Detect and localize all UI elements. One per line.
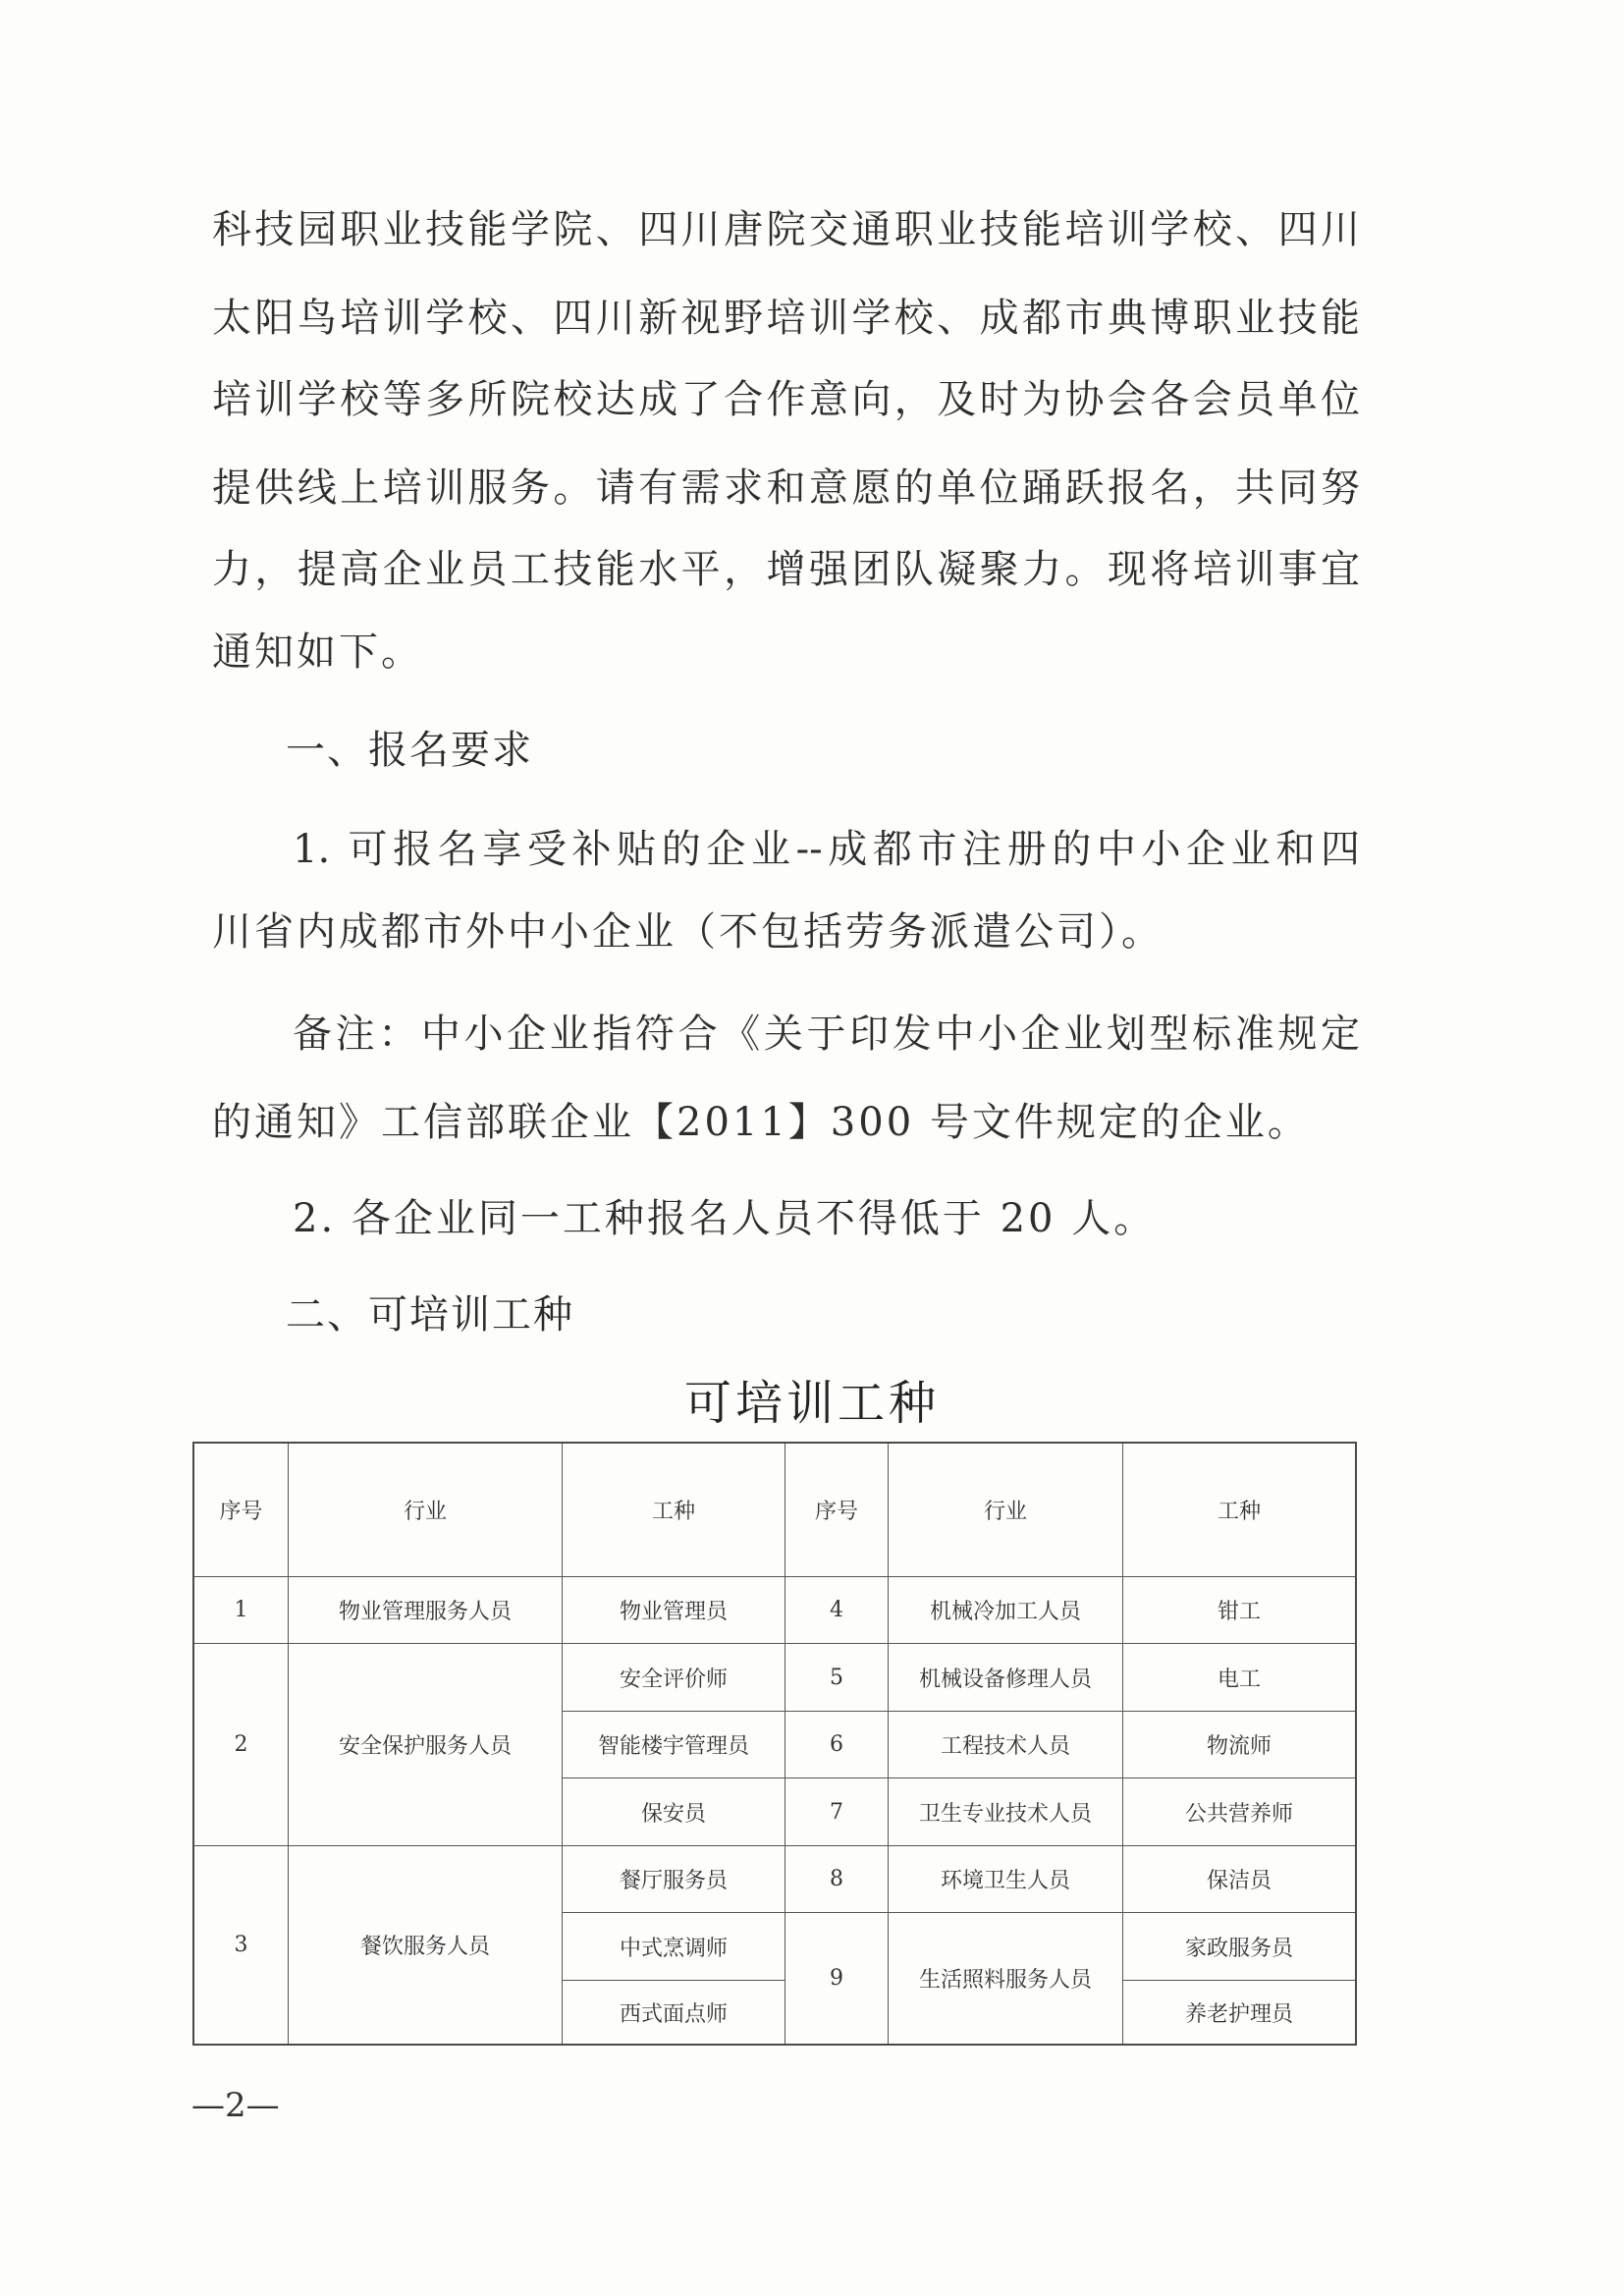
row-industry: 工程技术人员 [889, 1712, 1123, 1778]
row-job: 餐厅服务员 [563, 1846, 785, 1913]
row-job: 西式面点师 [563, 1981, 785, 2044]
row-job: 物业管理员 [563, 1577, 785, 1644]
row-industry: 机械设备修理人员 [889, 1644, 1123, 1712]
row-job: 保安员 [563, 1778, 785, 1846]
header-industry-right: 行业 [889, 1444, 1123, 1577]
row-no: 4 [785, 1577, 889, 1644]
intro-line-6: 通知如下。 [212, 629, 423, 675]
row-industry: 生活照料服务人员 [889, 1913, 1123, 2044]
row-industry: 机械冷加工人员 [889, 1577, 1123, 1644]
row-job: 电工 [1123, 1644, 1355, 1712]
requirement-1-line-2: 川省内成都市外中小企业（不包括劳务派遣公司）。 [212, 909, 1164, 955]
row-job: 家政服务员 [1123, 1913, 1355, 1981]
note-line-1: 备注：中小企业指符合《关于印发中小企业划型标准规定 [293, 1011, 1360, 1057]
intro-line-4: 提供线上培训服务。请有需求和意愿的单位踊跃报名，共同努 [212, 465, 1360, 511]
row-job: 养老护理员 [1184, 2001, 1293, 2027]
header-job-left: 工种 [563, 1444, 785, 1577]
intro-line-3: 培训学校等多所院校达成了合作意向，及时为协会各会员单位 [212, 377, 1360, 422]
intro-line-2: 太阳鸟培训学校、四川新视野培训学校、成都市典博职业技能 [212, 296, 1360, 341]
row-job: 保洁员 [1123, 1846, 1355, 1913]
header-industry-left: 行业 [289, 1444, 563, 1577]
requirement-1-line-1: 1. 可报名享受补贴的企业--成都市注册的中小企业和四 [293, 827, 1360, 872]
row-job: 安全评价师 [563, 1644, 785, 1712]
table-title: 可培训工种 [683, 1376, 940, 1431]
intro-line-1: 科技园职业技能学院、四川唐院交通职业技能培训学校、四川 [212, 207, 1360, 252]
section-heading-2: 二、可培训工种 [286, 1292, 574, 1338]
row-job: 钳工 [1123, 1577, 1355, 1644]
row-job: 公共营养师 [1123, 1778, 1355, 1846]
row-job: 中式烹调师 [563, 1913, 785, 1981]
row-industry: 安全保护服务人员 [289, 1644, 563, 1846]
header-no-right: 序号 [785, 1444, 889, 1577]
row-industry: 环境卫生人员 [889, 1846, 1123, 1913]
row-no: 6 [785, 1712, 889, 1778]
row-industry: 餐饮服务人员 [289, 1846, 563, 2044]
row-no: 2 [194, 1644, 289, 1846]
section-heading-1: 一、报名要求 [286, 728, 533, 773]
row-no: 8 [785, 1846, 889, 1913]
row-job: 智能楼宇管理员 [563, 1712, 785, 1778]
row-industry: 物业管理服务人员 [289, 1577, 563, 1644]
intro-line-5: 力，提高企业员工技能水平，增强团队凝聚力。现将培训事宜 [212, 547, 1360, 592]
row-no: 9 [785, 1913, 889, 2044]
row-no: 5 [785, 1644, 889, 1712]
training-jobs-table [192, 1442, 1357, 2046]
note-line-2: 的通知》工信部联企业【2011】300 号文件规定的企业。 [212, 1100, 1310, 1145]
row-no: 3 [194, 1846, 289, 2044]
header-job-right: 工种 [1123, 1444, 1355, 1577]
row-industry: 卫生专业技术人员 [889, 1778, 1123, 1846]
header-no-left: 序号 [194, 1444, 289, 1577]
row-no: 7 [785, 1778, 889, 1846]
row-no: 1 [194, 1577, 289, 1644]
row-job: 物流师 [1123, 1712, 1355, 1778]
page-number: —2— [191, 2086, 280, 2125]
requirement-2: 2. 各企业同一工种报名人员不得低于 20 人。 [293, 1196, 1157, 1241]
